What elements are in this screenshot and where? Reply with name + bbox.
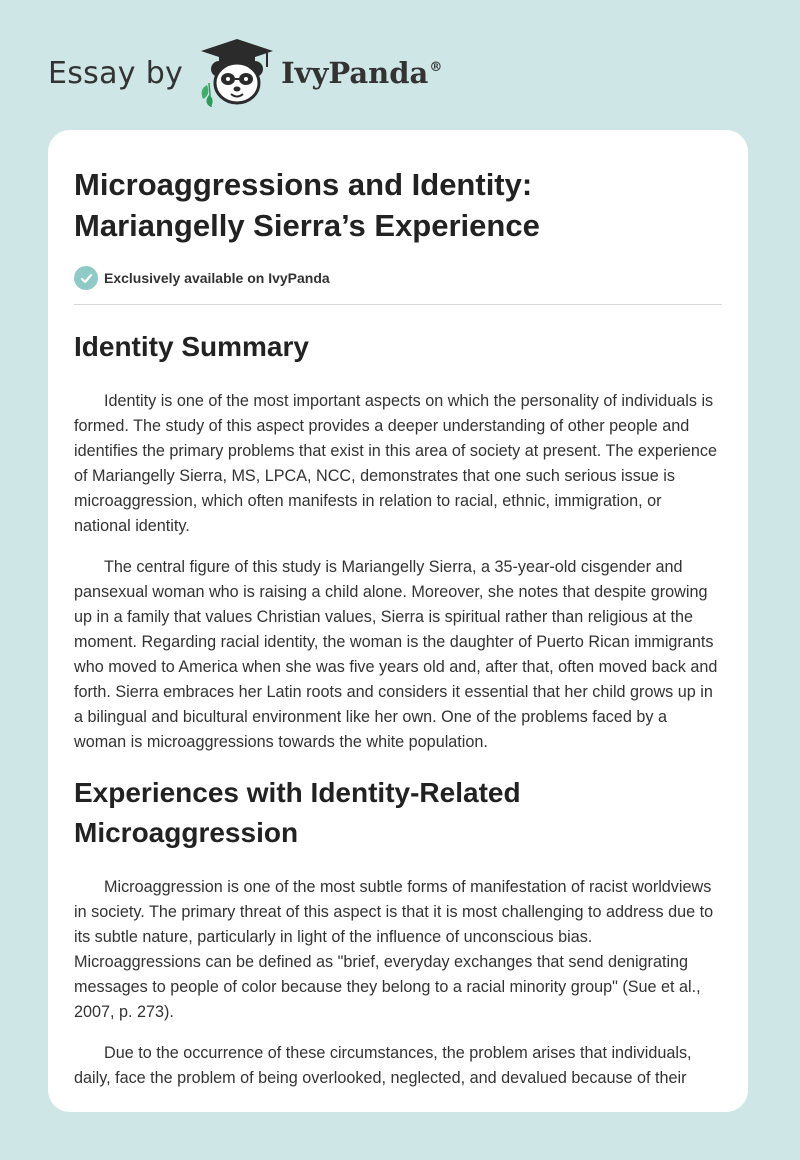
essay-card: [48, 130, 748, 1112]
exclusive-label: Exclusively available on IvyPanda: [104, 270, 330, 286]
site-header: [48, 36, 442, 110]
section-heading-identity-summary: Identity Summary: [74, 331, 309, 362]
essay-by-label: Essay by: [48, 55, 184, 91]
essay-title-line-1: Microaggressions and Identity:: [74, 167, 533, 202]
divider: [74, 304, 722, 305]
essay-title: [74, 164, 722, 246]
paragraph: The central figure of this study is Mariangelly Sierra, a 35-year-old cisgender and pansexual woman who is raising a child alone. Moreover, she notes that despite growing up in a family that values Christian values, Sierra is spiritual rather than religious at the moment. Regarding racial identity, the woman is the daughter of Puerto Rican immigrants who moved to America when she was five years old and, after that, often moved back and forth. Sierra embraces her Latin roots and considers it essential that her child grows up in a bilingual and bicultural environment like her own. One of the problems faced by a woman is microaggressions towards the white population.: [74, 558, 718, 751]
paragraph: Due to the occurrence of these circumstances, the problem arises that individuals, daily, face the problem of being overlooked, neglected, and devalued because of their: [74, 1044, 692, 1087]
section-heading-microaggression: Experiences with Identity-Related Microaggression: [74, 777, 521, 848]
essay-title-line-2: Mariangelly Sierra’s Experience: [74, 208, 540, 243]
check-icon: [74, 266, 98, 290]
brand-name[interactable]: IvyPanda®: [281, 56, 443, 90]
panda-graduate-icon[interactable]: [197, 37, 277, 109]
exclusive-badge: [74, 266, 722, 290]
paragraph: Microaggression is one of the most subtle forms of manifestation of racist worldviews in society. The primary threat of this aspect is that it is most challenging to address due to its subtle nature, particularly in light of the influence of unconscious bias. Microaggressions can be defined as "brief, everyday exchanges that send denigrating messages to people of color because they belong to a racial minority group" (Sue et al., 2007, p. 273).: [74, 878, 714, 1021]
paragraph: Identity is one of the most important aspects on which the personality of individuals is formed. The study of this aspect provides a deeper understanding of other people and identifies the primary problems that exist in this area of society at present. The experience of Mariangelly Sierra, MS, LPCA, NCC, demonstrates that one such serious issue is microaggression, which often manifests in relation to racial, ethnic, immigration, or national identity.: [74, 392, 718, 535]
